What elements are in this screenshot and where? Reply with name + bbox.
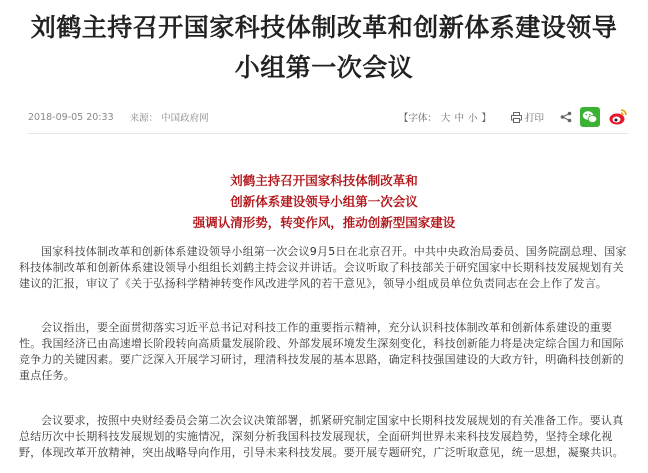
article-meta-bar — [28, 104, 628, 130]
article-title — [0, 10, 648, 85]
print-label: 打印 — [524, 113, 544, 124]
subtitle-line-1: 刘鹤主持召开国家科技体制改革和 — [230, 173, 418, 188]
font-size-small-button[interactable]: 小 — [467, 113, 478, 124]
weibo-icon[interactable] — [608, 107, 628, 127]
font-size-label: 【字体： — [398, 113, 437, 124]
font-size-switcher — [397, 110, 493, 124]
article-title-line-1: 刘鹤主持召开国家科技体制改革和创新体系建设领导 — [30, 13, 618, 42]
printer-icon — [511, 112, 522, 123]
share-bar — [552, 107, 628, 127]
article-paragraph: 国家科技体制改革和创新体系建设领导小组第一次会议9月5日在北京召开。中共中央政治局委员、国务院副总理、国家科技体制改革和创新体系建设领导小组组长刘鹤主持会议并讲话。会议听取了科技部关于研究国家中长期科技发展规划有关建议的汇报，审议了《关于弘扬科学精神转变作风改进学风的若干意见》，领导小组成员单位负责同志在会上作了发言。 — [19, 245, 627, 290]
font-size-medium-button[interactable]: 中 — [454, 113, 464, 124]
meta-divider — [28, 133, 628, 134]
wechat-icon[interactable] — [580, 107, 600, 127]
article-title-line-2: 小组第一次会议 — [234, 53, 414, 82]
share-icon[interactable] — [560, 111, 572, 123]
article-paragraph: 会议要求，按照中央财经委员会第二次会议决策部署，抓紧研究制定国家中长期科技发展规划的有关准备工作。要认真总结历次中长期科技发展规划的实施情况，深刻分析我国科技发展现状，全面研判世界未来科技发展趋势，坚持全球化视野，体现改革开放精神，突出战略导向作用，引导未来科技发展。要开展专题研究，广泛听取意见，统一思想，凝聚共识。 — [19, 414, 624, 459]
publish-date: 2018-09-05 20:33 — [28, 111, 114, 123]
subtitle-line-3: 强调认清形势，转变作风，推动创新型国家建设 — [192, 215, 456, 230]
font-size-close-bracket: 】 — [481, 113, 491, 124]
article-paragraph: 会议指出，要全面贯彻落实习近平总书记对科技工作的重要指示精神，充分认识科技体制改革和创新体系建设的重要性。我国经济已由高速增长阶段转向高质量发展阶段、外部发展环境发生深刻变化，科技创新能力将是决定综合国力和国际竞争力的关键因素。要广泛深入开展学习研讨，理清科技发展的基本思路，确定科技强国建设的大政方针，明确科技创新的重点任务。 — [19, 321, 624, 382]
print-button[interactable] — [511, 110, 544, 124]
subtitle-line-2: 创新体系建设领导小组第一次会议 — [230, 194, 418, 209]
article-source: 来源： 中国政府网 — [129, 113, 209, 124]
font-size-large-button[interactable]: 大 — [440, 113, 451, 124]
